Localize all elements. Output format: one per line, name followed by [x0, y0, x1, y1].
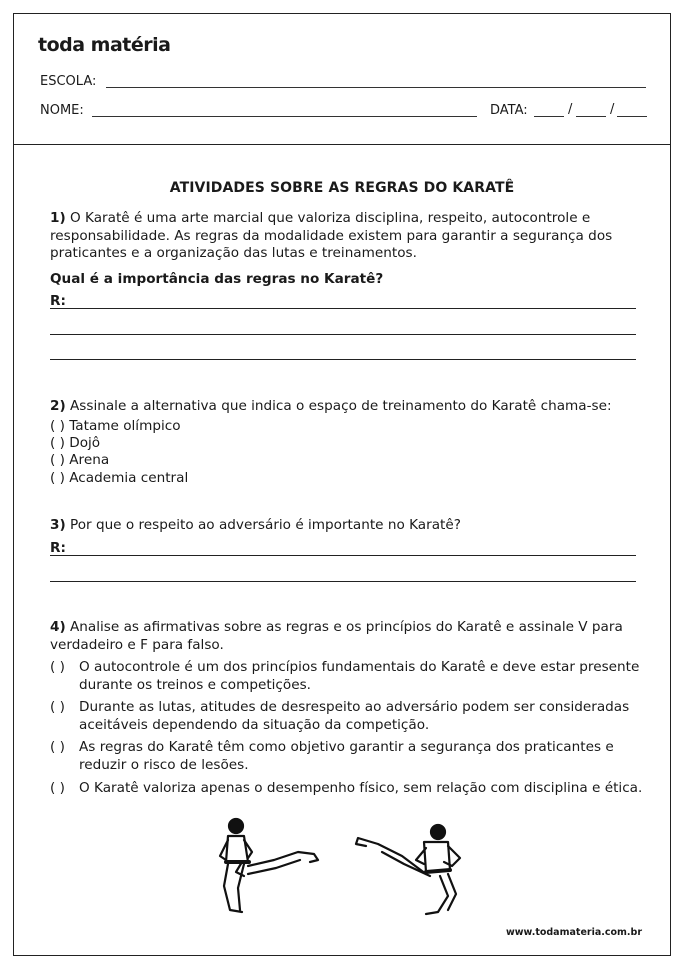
option-item[interactable]: ( ) Academia central	[50, 470, 189, 486]
karate-side-kick-icon	[214, 814, 324, 919]
date-year-line[interactable]	[617, 116, 647, 117]
statement-text: Durante as lutas, atitudes de desrespeito ao adversário podem ser consideradas aceitáveis dependendo da situação da competição.	[79, 699, 630, 733]
answer-line[interactable]	[50, 555, 636, 556]
school-field-line[interactable]	[106, 87, 646, 88]
question-2-number: 2)	[50, 398, 66, 414]
logo: toda matéria	[38, 34, 171, 56]
answer-line[interactable]	[50, 359, 636, 360]
question-3-text	[50, 517, 640, 535]
statement-checkbox[interactable]: ( )	[50, 780, 65, 796]
date-month-line[interactable]	[576, 116, 606, 117]
question-1-body: O Karatê é uma arte marcial que valoriza disciplina, respeito, autocontrole e responsabilidade. As regras da modalidade existem para garantir a segurança dos praticantes e a organização das lutas e treinamentos.	[50, 210, 613, 261]
question-4-number: 4)	[50, 619, 66, 635]
statement-item[interactable]	[50, 779, 650, 797]
option-item[interactable]: ( ) Tatame olímpico	[50, 418, 181, 434]
date-separator-2: /	[610, 102, 615, 117]
question-4-text	[50, 619, 640, 654]
option-item[interactable]: ( ) Dojô	[50, 435, 101, 451]
question-4-body: Analise as afirmativas sobre as regras e os princípios do Karatê e assinale V para verdadeiro e F para falso.	[50, 619, 623, 653]
worksheet-sheet	[13, 13, 671, 956]
page-title: ATIVIDADES SOBRE AS REGRAS DO KARATÊ	[169, 180, 515, 196]
statement-item[interactable]	[50, 658, 650, 694]
school-label: ESCOLA:	[40, 74, 97, 89]
statement-item[interactable]	[50, 698, 650, 734]
statement-text: As regras do Karatê têm como objetivo garantir a segurança dos praticantes e reduzir o risco de lesões.	[79, 739, 614, 773]
date-separator-1: /	[568, 102, 573, 117]
question-2-body: Assinale a alternativa que indica o espaço de treinamento do Karatê chama-se:	[70, 398, 612, 414]
statement-checkbox[interactable]: ( )	[50, 699, 65, 715]
date-day-line[interactable]	[534, 116, 564, 117]
question-1-prompt: Qual é a importância das regras no Karatê?	[50, 271, 384, 287]
statement-text: O Karatê valoriza apenas o desempenho físico, sem relação com disciplina e ética.	[79, 780, 643, 796]
name-field-line[interactable]	[92, 116, 477, 117]
question-1-number: 1)	[50, 210, 66, 226]
question-1-answer-label: R:	[50, 293, 66, 309]
date-label: DATA:	[490, 103, 528, 118]
answer-line[interactable]	[50, 334, 636, 335]
question-2-text	[50, 398, 640, 416]
answer-line[interactable]	[50, 581, 636, 582]
question-3-number: 3)	[50, 517, 66, 533]
option-item[interactable]: ( ) Arena	[50, 452, 110, 468]
statement-item[interactable]	[50, 738, 650, 774]
name-label: NOME:	[40, 103, 84, 118]
answer-line[interactable]	[50, 308, 636, 309]
footer-url[interactable]: www.todamateria.com.br	[505, 927, 642, 938]
statement-checkbox[interactable]: ( )	[50, 659, 65, 675]
karate-jump-kick-icon	[352, 820, 472, 920]
question-3-answer-label: R:	[50, 540, 66, 556]
question-1-text	[50, 210, 640, 263]
statement-checkbox[interactable]: ( )	[50, 739, 65, 755]
header-box	[14, 14, 670, 145]
statement-text: O autocontrole é um dos princípios fundamentais do Karatê e deve estar presente durante os treinos e competições.	[79, 659, 640, 693]
question-3-body: Por que o respeito ao adversário é importante no Karatê?	[70, 517, 461, 533]
